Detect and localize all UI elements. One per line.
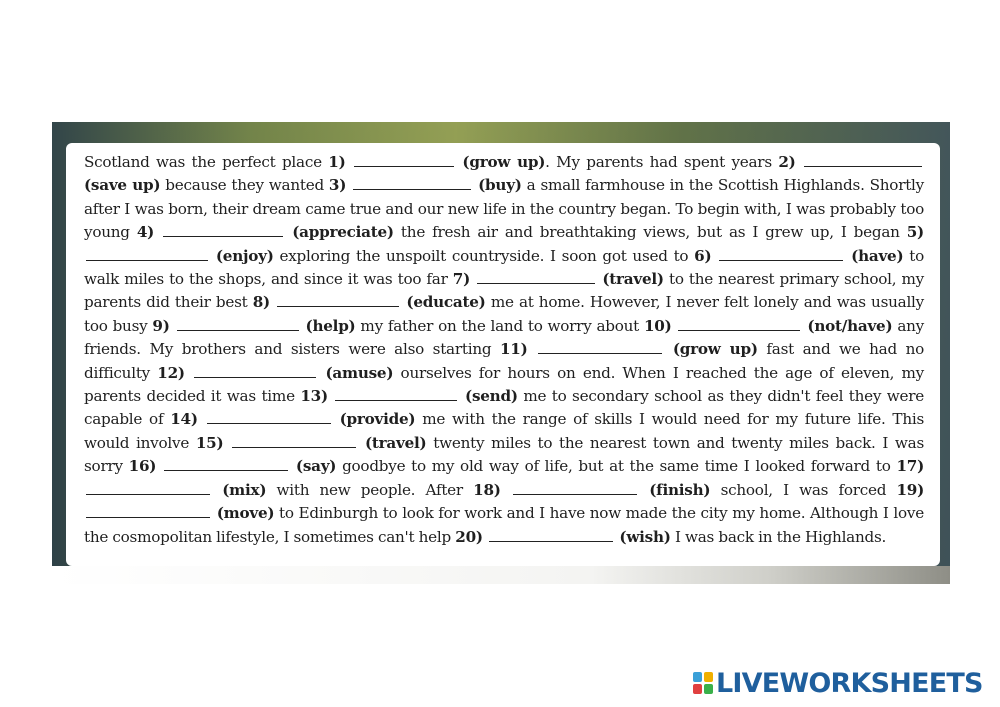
item-number: 15) [195,433,224,452]
text-run: to the nearest primary school, my parents did their best [84,270,924,312]
answer-blank[interactable] [353,176,471,190]
item-number: 13) [300,387,328,406]
text-run: me to secondary school as they didn't feel they were capable of [84,387,924,429]
item-number: 4) [136,223,155,242]
item-number: 6) [694,246,712,265]
text-run: goodbye to my old way of life, but at the same time I looked forward to [336,457,897,476]
text-run: to walk miles to the shops, and since it was too far [84,246,925,289]
verb-prompt: (buy) [478,176,522,195]
item-number: 10) [643,316,672,335]
answer-blank[interactable] [678,317,800,331]
item-number: 12) [157,363,185,382]
answer-blank[interactable] [335,387,457,401]
text-run: a small farmhouse in the Scottish Highlands. Shortly after I was born, their dream came true and our new life in the country began. To begin with, I was probably too young [84,176,924,242]
text-run: . My parents had spent years [545,153,779,171]
item-number: 9) [152,316,170,335]
answer-blank[interactable] [277,293,399,307]
scan-edge [52,566,950,584]
exercise-text [84,151,924,549]
answer-blank[interactable] [164,457,288,471]
answer-blank[interactable] [477,270,595,284]
text-run: fast and we had no difficulty [84,340,925,382]
verb-prompt: (save up) [84,176,161,195]
liveworksheets-logo [693,666,983,700]
answer-blank[interactable] [207,410,331,424]
text-run: me at home. However, I never felt lonely and was usually too busy [84,293,924,335]
item-number: 11) [499,340,528,359]
text-run: the fresh air and breathtaking views, but as I grew up, I began [393,223,907,242]
text-run: I was back in the Highlands. [670,527,887,546]
verb-prompt: (provide) [339,410,416,429]
answer-blank[interactable] [86,247,208,261]
text-run: exploring the unspoilt countryside. I soon got used to [273,246,695,265]
item-number: 5) [906,223,924,242]
answer-blank[interactable] [538,340,662,354]
verb-prompt: (move) [216,504,275,523]
item-number: 3) [328,176,347,195]
answer-blank[interactable] [194,364,316,378]
verb-prompt: (not/have) [807,316,893,335]
verb-prompt: (grow up) [672,340,758,359]
text-run: with new people. After [266,480,474,499]
verb-prompt: (say) [295,457,337,476]
text-run: school, I was forced [710,480,897,499]
item-number: 14) [170,410,198,429]
verb-prompt: (mix) [222,480,267,499]
verb-prompt: (travel) [602,270,664,289]
verb-prompt: (educate) [406,293,486,312]
item-number: 20) [455,527,483,546]
item-number: 2) [778,153,796,171]
answer-blank[interactable] [804,153,922,167]
logo-mark-icon [693,672,713,694]
answer-blank[interactable] [86,481,210,495]
answer-blank[interactable] [163,223,283,237]
text-run: to Edinburgh to look for work and I have now made the city my home. Although I love the cosmopolitan lifestyle, I sometimes can't help [84,504,924,546]
item-number: 18) [473,480,501,499]
text-run: me with the range of skills I would need for my future life. This would involve [84,410,924,452]
item-number: 1) [328,153,346,171]
answer-blank[interactable] [513,481,637,495]
text-run: any friends. My brothers and sisters were also starting [84,316,924,359]
verb-prompt: (appreciate) [292,223,394,242]
text-run: because they wanted [160,176,329,195]
verb-prompt: (have) [851,246,904,265]
answer-blank[interactable] [489,528,613,542]
verb-prompt: (amuse) [325,363,394,382]
item-number: 16) [128,457,157,476]
verb-prompt: (send) [465,387,518,406]
verb-prompt: (grow up) [462,153,546,171]
verb-prompt: (travel) [364,433,427,452]
answer-blank[interactable] [354,153,454,167]
text-run: Scotland was the perfect place [84,153,329,171]
text-run: ourselves for hours on end. When I reached the age of eleven, my parents decided it was time [84,363,925,406]
answer-blank[interactable] [232,434,356,448]
verb-prompt: (help) [305,316,356,335]
text-run: twenty miles to the nearest town and twenty miles back. I was sorry [84,433,925,476]
item-number: 8) [252,293,270,312]
verb-prompt: (enjoy) [215,246,274,265]
answer-blank[interactable] [177,317,299,331]
answer-blank[interactable] [719,247,843,261]
text-run: my father on the land to worry about [355,316,644,335]
answer-blank[interactable] [86,504,210,518]
logo-text: LIVEWORKSHEETS [716,667,983,699]
verb-prompt: (finish) [649,480,711,499]
verb-prompt: (wish) [619,527,671,546]
item-number: 17) [896,457,925,476]
item-number: 19) [896,480,925,499]
item-number: 7) [452,270,471,289]
